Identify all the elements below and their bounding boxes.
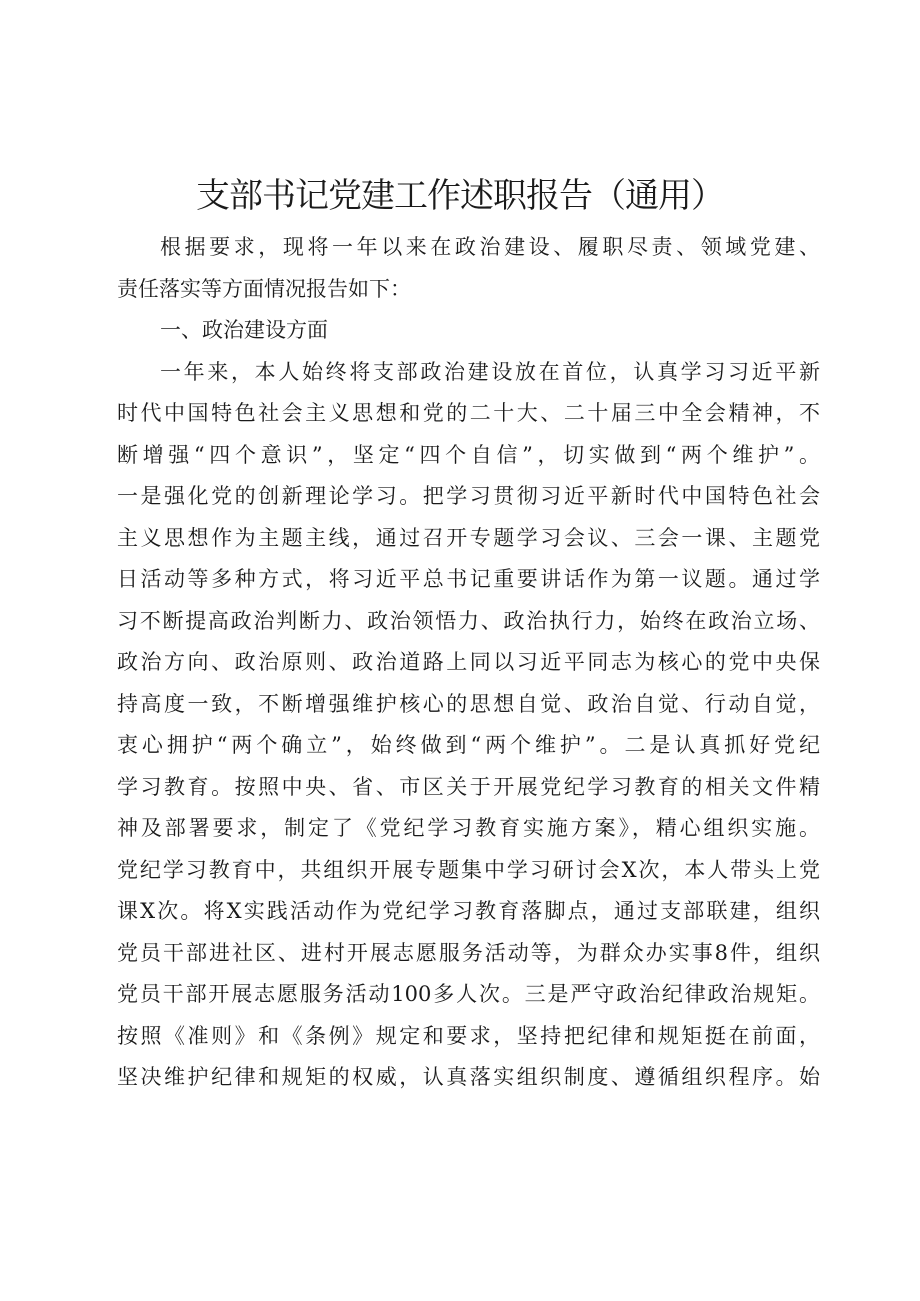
paragraph-line: 主义思想作为主题主线，通过召开专题学习会议、三会一课、主题党 — [117, 525, 820, 550]
paragraph-line: 党纪学习教育中，共组织开展专题集中学习研讨会X次，本人带头上党 — [117, 857, 820, 882]
paragraph-line: 神及部署要求，制定了《党纪学习教育实施方案》，精心组织实施。 — [117, 816, 820, 840]
paragraph-line: 习不断提高政治判断力、政治领悟力、政治执行力，始终在政治立场、 — [117, 608, 820, 633]
paragraph-line: 持高度一致，不断增强维护核心的思想自觉、政治自觉、行动自觉， — [117, 691, 820, 716]
section-heading: 一、政治建设方面 — [160, 318, 328, 342]
paragraph-line: 课X次。将X实践活动作为党纪学习教育落脚点，通过支部联建，组织 — [117, 899, 820, 923]
intro-line: 根据要求，现将一年以来在政治建设、履职尽责、领域党建、 — [160, 235, 820, 259]
paragraph-line: 时代中国特色社会主义思想和党的二十大、二十届三中全会精神，不 — [117, 401, 820, 425]
paragraph-line: 日活动等多种方式，将习近平总书记重要讲话作为第一议题。通过学 — [117, 567, 820, 591]
paragraph-line: 党员干部开展志愿服务活动100多人次。三是严守政治纪律政治规矩。 — [117, 982, 820, 1006]
paragraph-line: 衷心拥护“两个确立”，始终做到“两个维护”。二是认真抓好党纪 — [117, 733, 820, 757]
paragraph-line: 政治方向、政治原则、政治道路上同以习近平同志为核心的党中央保 — [117, 650, 820, 674]
paragraph-line: 学习教育。按照中央、省、市区关于开展党纪学习教育的相关文件精 — [117, 774, 820, 799]
paragraph-line: 一是强化党的创新理论学习。把学习贯彻习近平新时代中国特色社会 — [117, 484, 820, 508]
paragraph-line: 党员干部进社区、进村开展志愿服务活动等，为群众办实事8件，组织 — [117, 940, 820, 965]
paragraph-line: 断增强“四个意识”，坚定“四个自信”，切实做到“两个维护”。 — [117, 442, 820, 467]
paragraph-line: 按照《准则》和《条例》规定和要求，坚持把纪律和规矩挺在前面， — [117, 1023, 820, 1048]
document-body — [117, 227, 820, 1099]
document-title: 支部书记党建工作述职报告（通用） — [196, 176, 724, 216]
intro-line: 责任落实等方面情况报告如下： — [117, 276, 411, 301]
paragraph-line: 坚决维护纪律和规矩的权威，认真落实组织制度、遵循组织程序。始 — [117, 1065, 820, 1089]
paragraph-line: 一年来，本人始终将支部政治建设放在首位，认真学习习近平新 — [160, 359, 820, 384]
